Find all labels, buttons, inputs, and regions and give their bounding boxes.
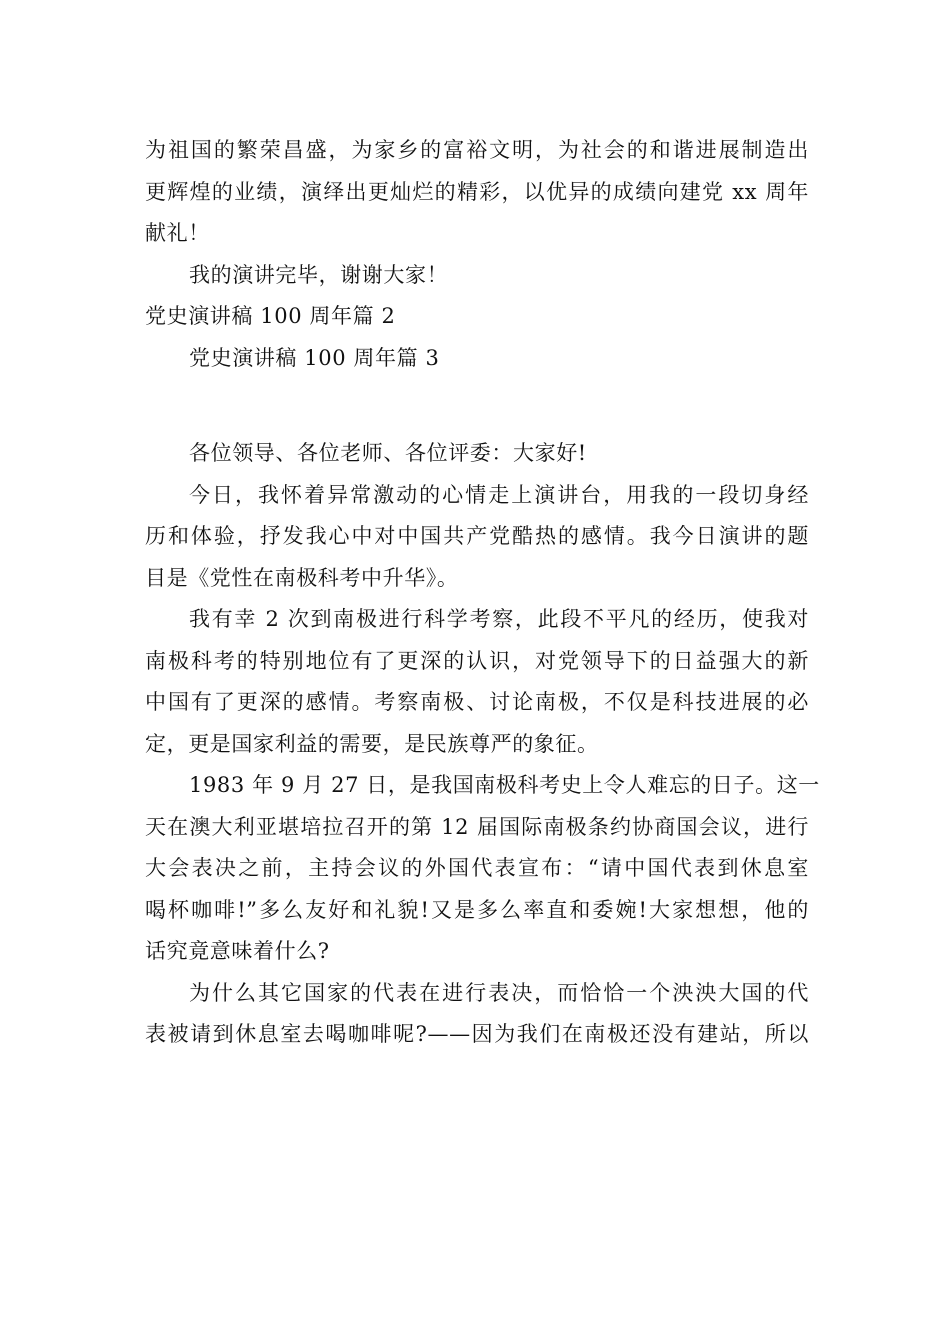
text-line: 话究竟意味着什么? <box>145 939 330 963</box>
section-heading-3 <box>145 338 809 380</box>
document-body <box>145 130 820 1056</box>
paragraph-greeting <box>145 433 809 475</box>
paragraph-1983-meeting <box>145 765 820 973</box>
text-line: 我有幸 2 次到南极进行科学考察，此段不平凡的经历，使我对 <box>189 607 809 631</box>
paragraph-thanks <box>145 255 809 297</box>
section-heading-2 <box>145 296 809 338</box>
text-line: 更辉煌的业绩，演绎出更灿烂的精彩，以优异的成绩向建党 xx 周年 <box>145 179 809 204</box>
text-line: 今日，我怀着异常激动的心情走上演讲台，用我的一段切身经 <box>189 482 809 507</box>
text-line: 天在澳大利亚堪培拉召开的第 12 届国际南极条约协商国会议，进行 <box>145 814 809 839</box>
text-line: 各位领导、各位老师、各位评委：大家好! <box>189 441 587 465</box>
text-line: 党史演讲稿 100 周年篇 3 <box>189 345 440 370</box>
text-line: 中国有了更深的感情。考察南极、讨论南极，不仅是科技进展的必 <box>145 690 809 714</box>
text-line: 为祖国的繁荣昌盛，为家乡的富裕文明，为社会的和谐进展制造出 <box>145 138 809 162</box>
paragraph-why-coffee <box>145 973 809 1056</box>
text-line: 1983 年 9 月 27 日，是我国南极科考史上令人难忘的日子。这一 <box>189 773 820 797</box>
text-line: 南极科考的特别地位有了更深的认识，对党领导下的日益强大的新 <box>145 648 809 673</box>
text-line: 大会表决之前，主持会议的外国代表宣布：“请中国代表到休息室 <box>145 856 809 880</box>
paragraph-closing <box>145 130 809 255</box>
text-line: 定，更是国家利益的需要，是民族尊严的象征。 <box>145 731 599 756</box>
paragraph-intro <box>145 475 809 600</box>
text-line: 表被请到休息室去喝咖啡呢?——因为我们在南极还没有建站，所以 <box>145 1022 809 1046</box>
text-line: 党史演讲稿 100 周年篇 2 <box>145 304 396 328</box>
text-line: 喝杯咖啡!”多么友好和礼貌!又是多么率直和委婉!大家想想，他的 <box>145 897 809 922</box>
text-line: 历和体验，抒发我心中对中国共产党酷热的感情。我今日演讲的题 <box>145 524 809 548</box>
paragraph-antarctic-experience <box>145 599 809 765</box>
text-line: 为什么其它国家的代表在进行表决，而恰恰一个泱泱大国的代 <box>189 980 809 1005</box>
text-line: 献礼！ <box>145 221 210 245</box>
text-line: 目是《党性在南极科考中升华》。 <box>145 565 459 590</box>
text-line: 我的演讲完毕，谢谢大家！ <box>189 262 449 287</box>
spacer <box>145 379 809 433</box>
